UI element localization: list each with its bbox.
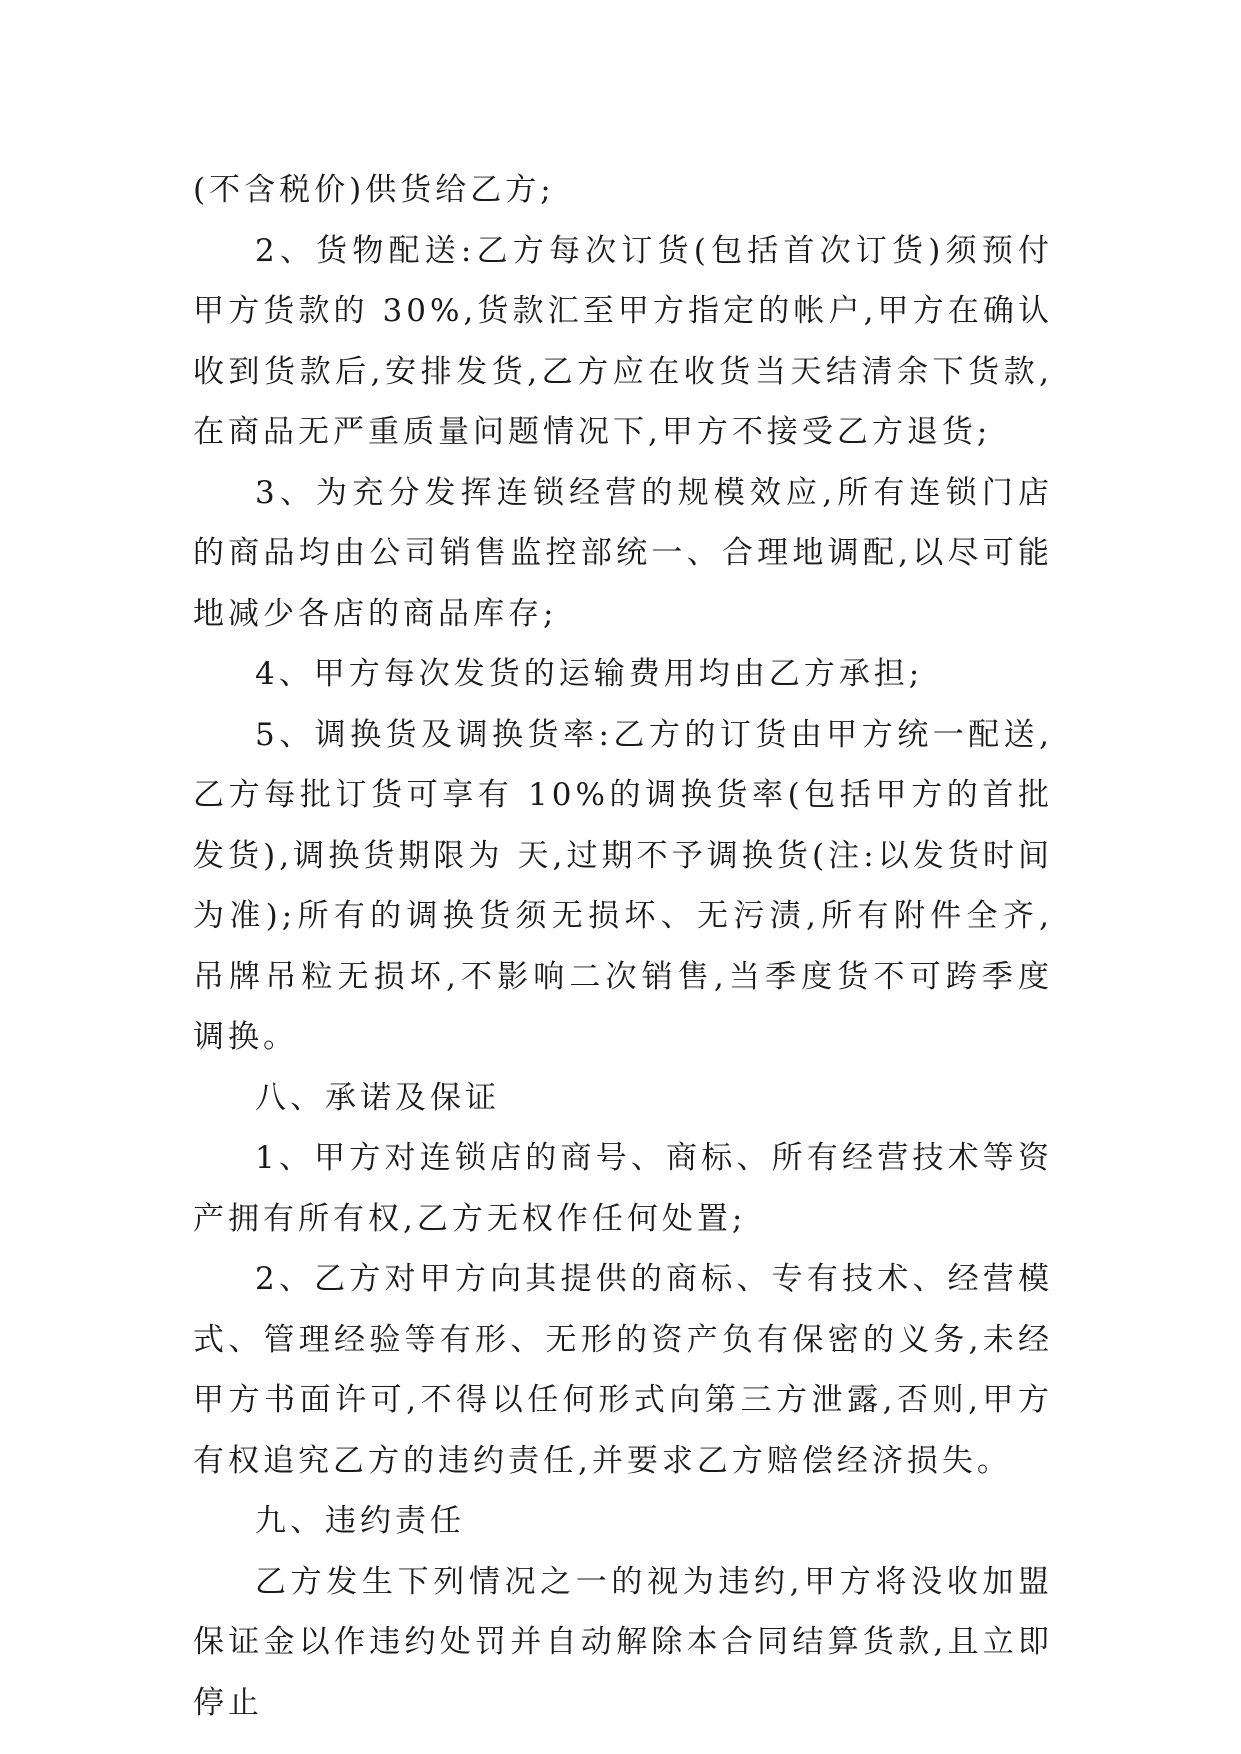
paragraph-confidentiality: 2、乙方对甲方向其提供的商标、专有技术、经营模式、管理经验等有形、无形的资产负有保密的义务,未经甲方书面许可,不得以任何形式向第三方泄露,否则,甲方有权追究乙方的违约责任,并要求乙方赔偿经济损失。 bbox=[193, 1261, 1053, 1479]
paragraph-supply-terms: (不含税价)供货给乙方; bbox=[193, 172, 555, 208]
paragraph-exchange-rate: 5、调换货及调换货率:乙方的订货由甲方统一配送,乙方每批订货可享有 10%的调换货率(包括甲方的首批发货),调换货期限为 天,过期不予调换货(注:以发货时间为准);所有的调换货须无损坏、无污渍,所有附件全齐,吊牌吊粒无损坏,不影响二次销售,当季度货不可跨季度调换。 bbox=[193, 716, 1053, 1055]
section-heading-breach: 九、违约责任 bbox=[255, 1503, 465, 1539]
paragraph-shipping-cost: 4、甲方每次发货的运输费用均由乙方承担; bbox=[255, 656, 924, 692]
section-heading-commitments: 八、承诺及保证 bbox=[255, 1079, 500, 1116]
document-body bbox=[193, 160, 1053, 1733]
paragraph-goods-delivery: 2、货物配送:乙方每次订货(包括首次订货)须预付甲方货款的 30%,货款汇至甲方指定的帐户,甲方在确认收到货款后,安排发货,乙方应在收货当天结清余下货款,在商品无严重质量问题情况下,甲方不接受乙方退货; bbox=[193, 232, 1053, 450]
paragraph-chain-allocation: 3、为充分发挥连锁经营的规模效应,所有连锁门店的商品均由公司销售监控部统一、合理地调配,以尽可能地减少各店的商品库存; bbox=[193, 474, 1053, 632]
paragraph-breach-conditions: 乙方发生下列情况之一的视为违约,甲方将没收加盟保证金以作违约处罚并自动解除本合同结算货款,且立即停止 bbox=[193, 1563, 1053, 1721]
paragraph-ownership: 1、甲方对连锁店的商号、商标、所有经营技术等资产拥有所有权,乙方无权作任何处置; bbox=[193, 1140, 1053, 1237]
